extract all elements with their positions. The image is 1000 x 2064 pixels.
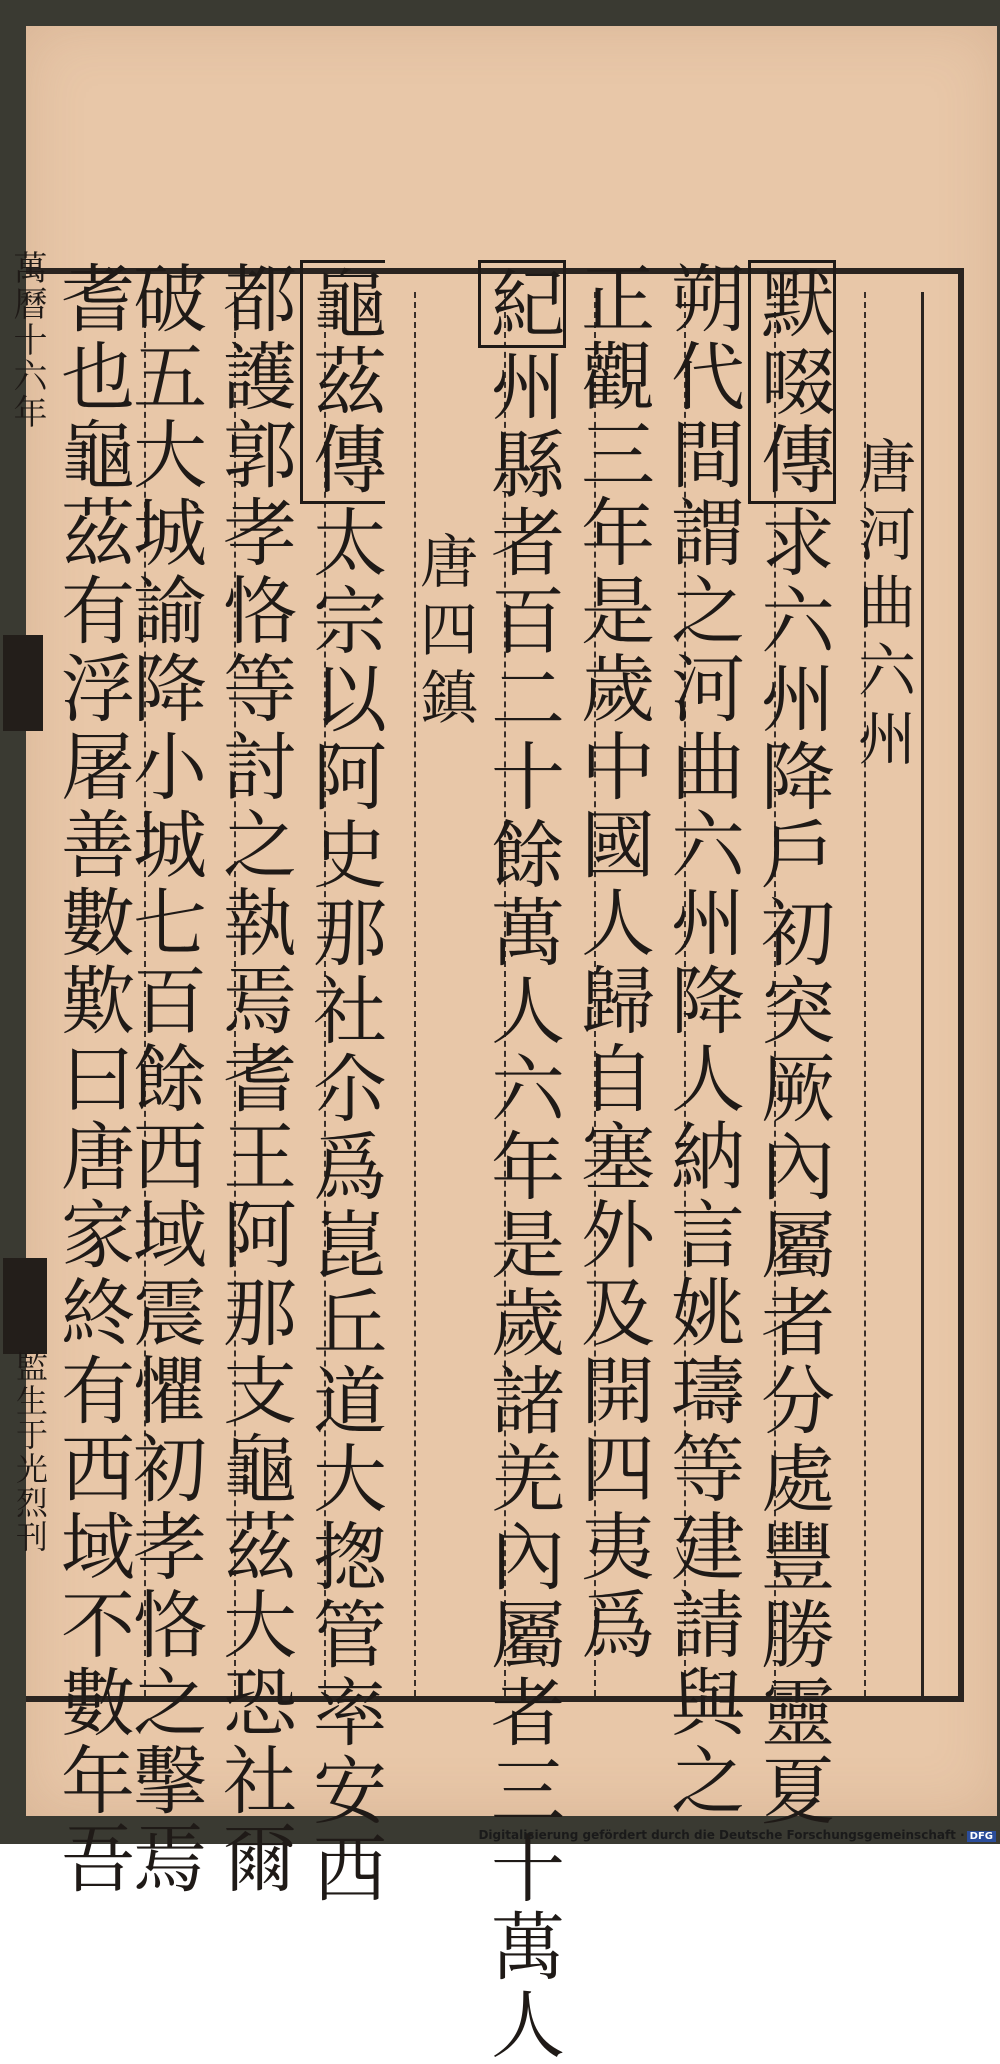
- text-column-6: [208, 260, 300, 1898]
- text-column-5: [298, 260, 390, 1908]
- credit-text: Digitalisierung gefördert durch die Deutsche Forschungsgemeinschaft ·: [478, 1828, 965, 1842]
- text-column-8: [46, 260, 138, 1898]
- inner-border-rule: [921, 292, 924, 1696]
- section-heading-text: 唐四鎮: [410, 531, 478, 735]
- column-text: 耆也龜茲有浮屠善數歎曰唐家終有西域不數年吾: [49, 260, 135, 1898]
- fishtail-mark-upper: [3, 635, 43, 731]
- column-text: 破五大城諭降小城七百餘西域震懼初孝恪之擊焉: [121, 260, 207, 1898]
- column-divider: [414, 292, 416, 1696]
- digitization-credit: [478, 1828, 996, 1842]
- dfg-logo: DFG: [967, 1831, 996, 1842]
- column-text: 州縣者百二十餘萬人六年是歲諸羌內屬者三十萬人: [479, 348, 565, 2064]
- boxed-source-label: 默啜傳: [748, 260, 836, 504]
- era-year: 萬曆十六年: [7, 250, 47, 430]
- fishtail-mark-lower: [3, 1258, 47, 1354]
- fold-margin: [3, 250, 49, 1670]
- text-column-3: [566, 260, 658, 1664]
- column-text: 朔代間謂之河曲六州降人納言姚璹等建請與之: [659, 260, 745, 1820]
- text-column-2: [656, 260, 748, 1820]
- column-text: 都護郭孝恪等討之執焉耆王阿那支龜茲大恐社爾: [211, 260, 297, 1898]
- heading-text: 唐河曲六州: [848, 436, 916, 776]
- column-text: 正觀三年是歲中國人歸自塞外及開四夷爲: [569, 260, 655, 1664]
- publisher-credit: 監生于光烈刊: [11, 1350, 49, 1554]
- text-column-1: [746, 260, 838, 1830]
- column-text: 太宗以阿史那社尒爲崑丘道大揔管率安西: [301, 504, 387, 1908]
- boxed-source-label: 龜茲傳: [300, 260, 385, 504]
- heading-tang-hequ: [826, 436, 918, 776]
- column-text: 求六州降戶初突厥內屬者分處豐勝靈夏: [749, 504, 835, 1830]
- section-heading-tang-four-garrisons: [388, 531, 480, 735]
- text-column-4: [476, 260, 568, 2064]
- boxed-source-label: 紀: [478, 260, 566, 348]
